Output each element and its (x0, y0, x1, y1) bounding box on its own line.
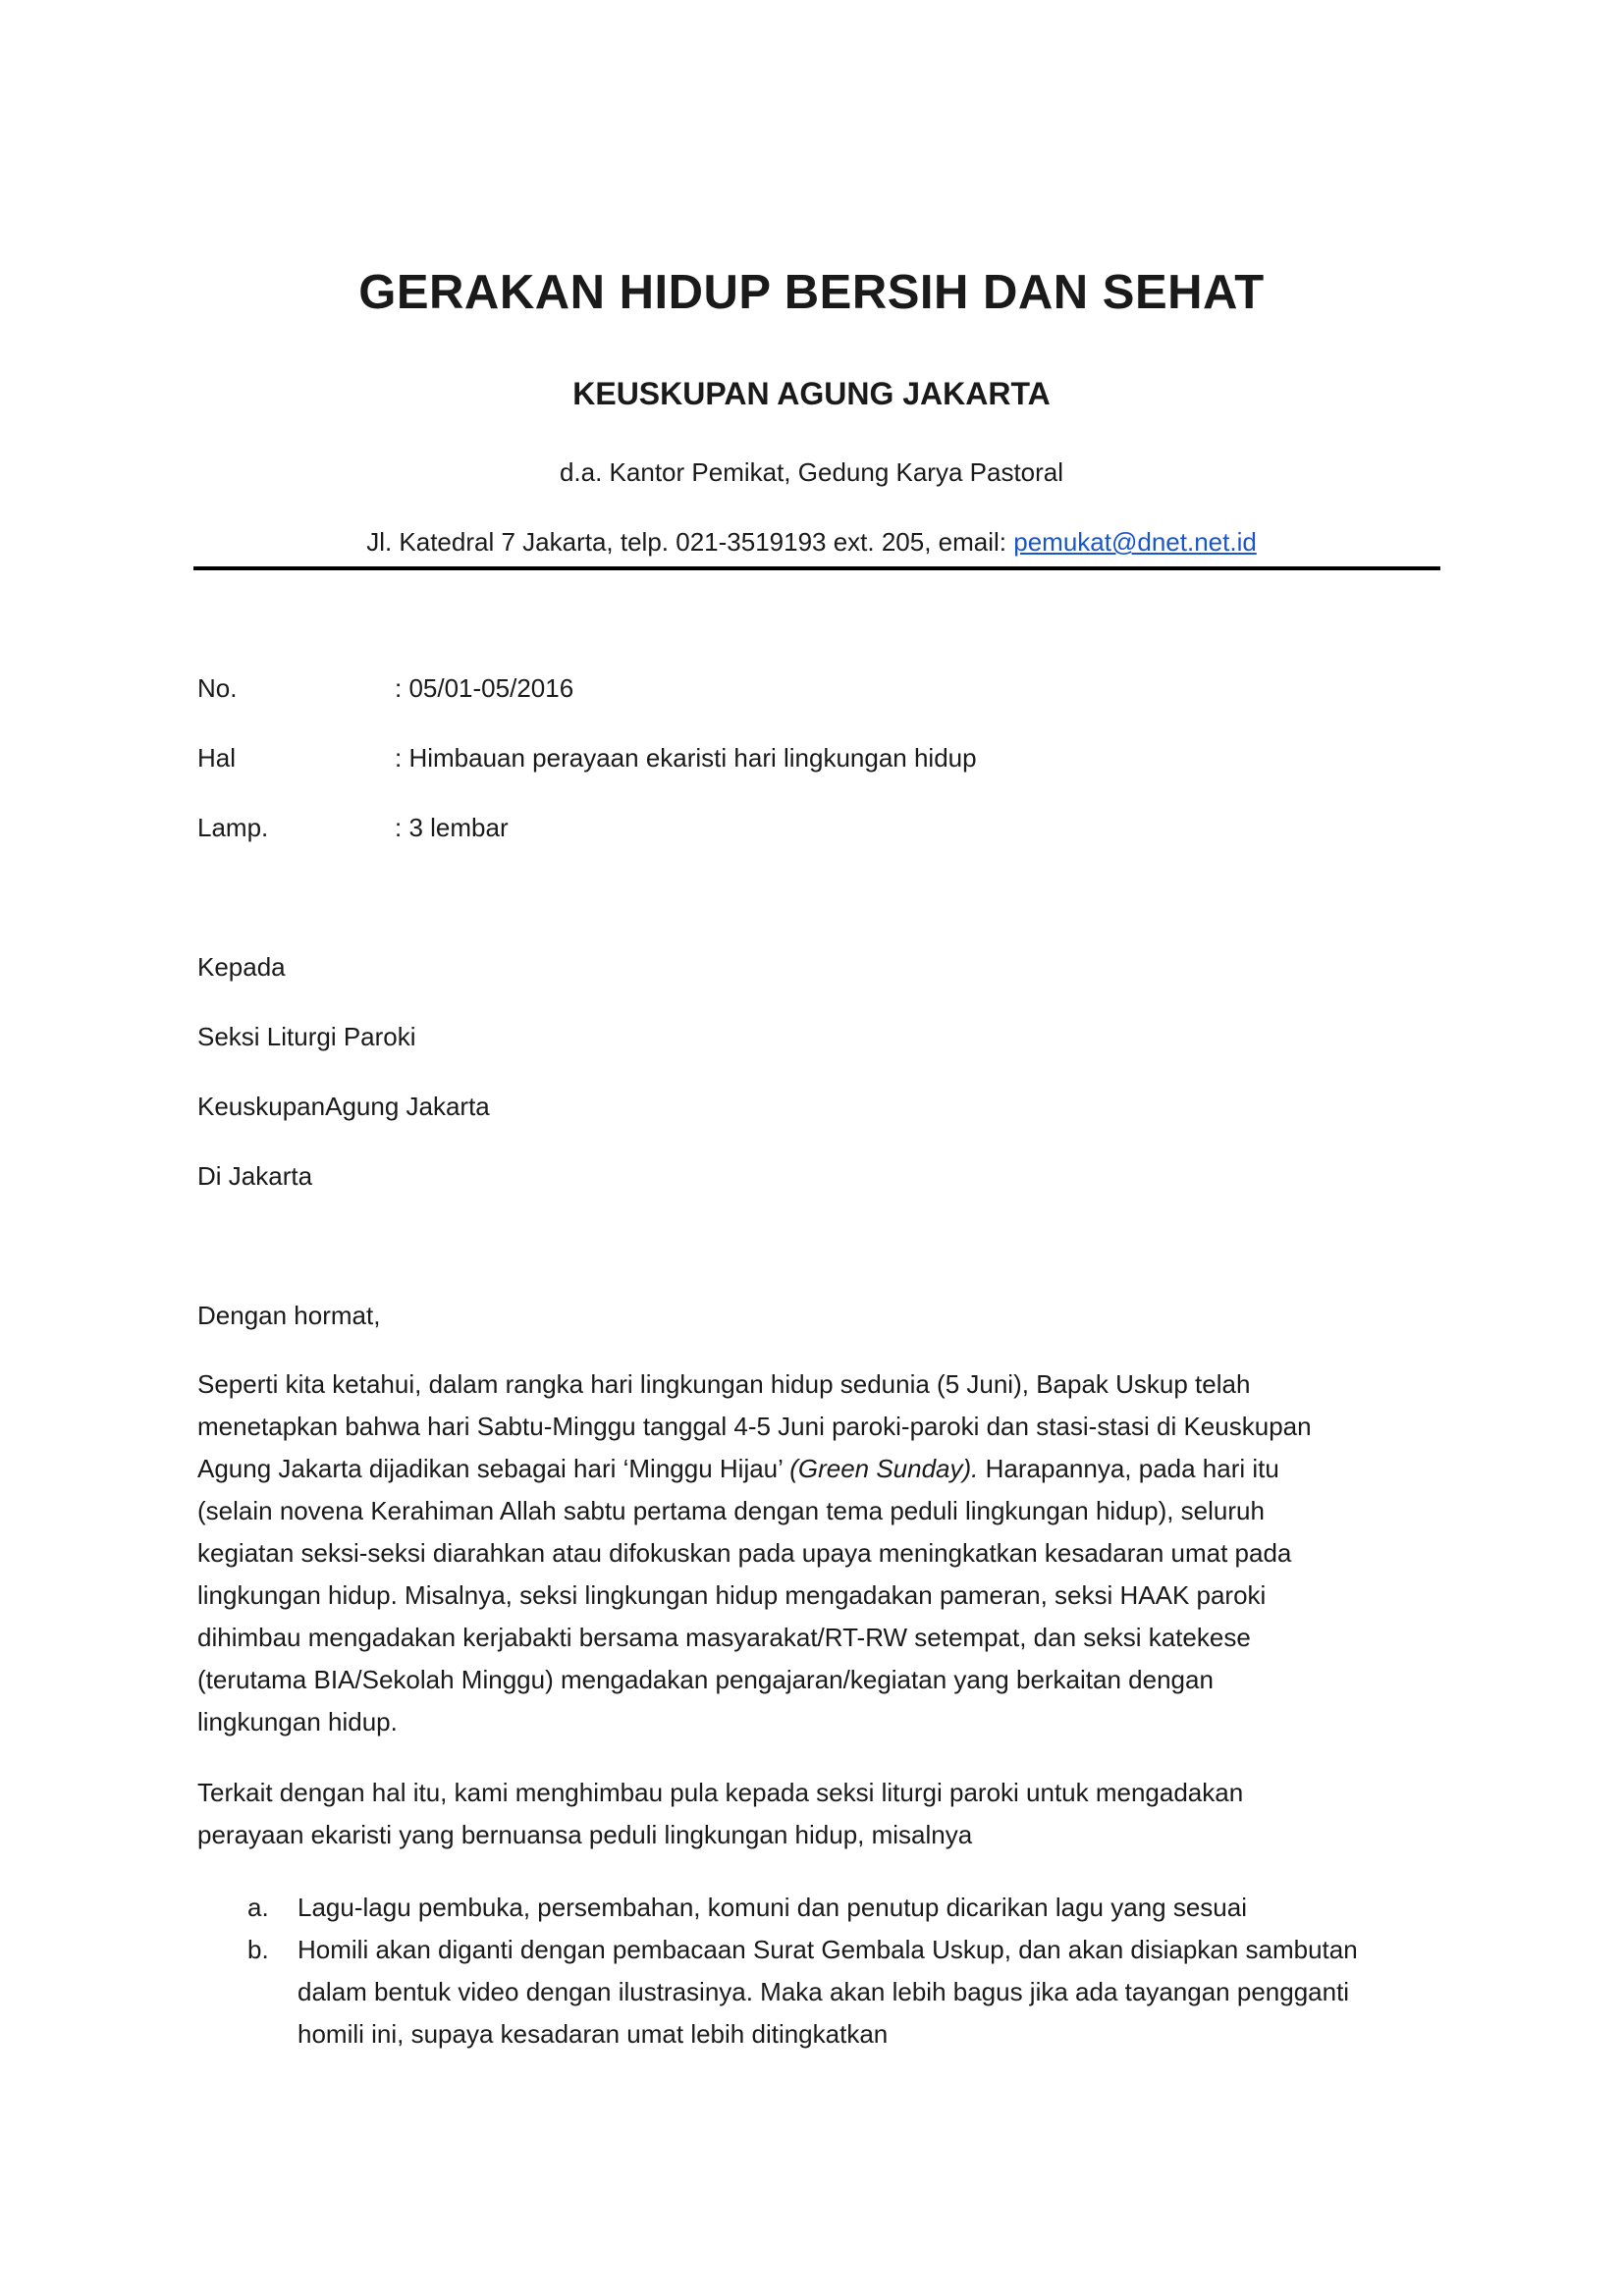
address-line-2 (0, 527, 1623, 558)
paragraph-line: Terkait dengan hal itu, kami menghimbau pula kepada seksi liturgi paroki untuk mengadakan (197, 1778, 1244, 1807)
paragraph-2 (197, 1772, 1444, 1856)
paragraph-line: lingkungan hidup. (197, 1707, 398, 1736)
suggestion-list (197, 1887, 1444, 2056)
paragraph-line: kegiatan seksi-seksi diarahkan atau difokuskan pada upaya meningkatkan kesadaran umat pada (197, 1538, 1292, 1568)
paragraph-italic: (Green Sunday). (789, 1454, 979, 1483)
list-item-line: dalam bentuk video dengan ilustrasinya. Maka akan lebih bagus jika ada tayangan pengganti (298, 1977, 1350, 2006)
paragraph-text: Harapannya, pada hari itu (978, 1454, 1279, 1483)
paragraph-line: Seperti kita ketahui, dalam rangka hari lingkungan hidup sedunia (5 Juni), Bapak Uskup telah (197, 1369, 1251, 1399)
paragraph-line (197, 1448, 1444, 1490)
meta-value: : 3 lembar (395, 813, 509, 842)
list-item (197, 1929, 1444, 2056)
paragraph-line: (selain novena Kerahiman Allah sabtu pertama dengan tema peduli lingkungan hidup), seluruh (197, 1496, 1265, 1525)
paragraph-line: menetapkan bahwa hari Sabtu-Minggu tanggal 4-5 Juni paroki-paroki dan stasi-stasi di Keuskupan (197, 1412, 1312, 1441)
meta-label: Hal (197, 743, 237, 773)
header-divider (193, 566, 1440, 570)
greeting: Dengan hormat, (197, 1301, 381, 1330)
recipient-line-1: Kepada (197, 952, 286, 982)
paragraph-line: dihimbau mengadakan kerjabakti bersama masyarakat/RT-RW setempat, dan seksi katekese (197, 1623, 1251, 1652)
meta-label: Lamp. (197, 813, 269, 842)
meta-value: : Himbauan perayaan ekaristi hari lingkungan hidup (395, 743, 977, 773)
list-item-line: Homili akan diganti dengan pembacaan Surat Gembala Uskup, dan akan disiapkan sambutan (298, 1935, 1358, 1964)
email-link[interactable]: pemukat@dnet.net.id (1013, 527, 1257, 557)
recipient-line-3: KeuskupanAgung Jakarta (197, 1092, 490, 1121)
letter-title: GERAKAN HIDUP BERSIH DAN SEHAT (358, 266, 1265, 319)
list-marker: a. (247, 1893, 269, 1922)
address-line-2-text: Jl. Katedral 7 Jakarta, telp. 021-3519193 ext. 205, email: (366, 527, 1014, 557)
paragraph-line: (terutama BIA/Sekolah Minggu) mengadakan pengajaran/kegiatan yang berkaitan dengan (197, 1665, 1214, 1694)
list-marker: b. (247, 1935, 269, 1964)
paragraph-line: perayaan ekaristi yang bernuansa peduli lingkungan hidup, misalnya (197, 1820, 973, 1849)
list-item-line: Lagu-lagu pembuka, persembahan, komuni dan penutup dicarikan lagu yang sesuai (298, 1893, 1247, 1922)
list-item (197, 1887, 1444, 1929)
paragraph-line: lingkungan hidup. Misalnya, seksi lingkungan hidup mengadakan pameran, seksi HAAK paroki (197, 1580, 1267, 1610)
paragraph-1 (197, 1363, 1444, 1743)
recipient-line-2: Seksi Liturgi Paroki (197, 1022, 416, 1051)
address-line-1: d.a. Kantor Pemikat, Gedung Karya Pastoral (559, 457, 1064, 487)
meta-label: No. (197, 673, 238, 703)
letter-subtitle: KEUSKUPAN AGUNG JAKARTA (572, 376, 1051, 411)
list-item-line: homili ini, supaya kesadaran umat lebih ditingkatkan (298, 2019, 889, 2049)
paragraph-text: Agung Jakarta dijadikan sebagai hari ‘Minggu Hijau’ (197, 1454, 790, 1483)
meta-value: : 05/01-05/2016 (395, 673, 574, 703)
recipient-line-4: Di Jakarta (197, 1161, 313, 1191)
